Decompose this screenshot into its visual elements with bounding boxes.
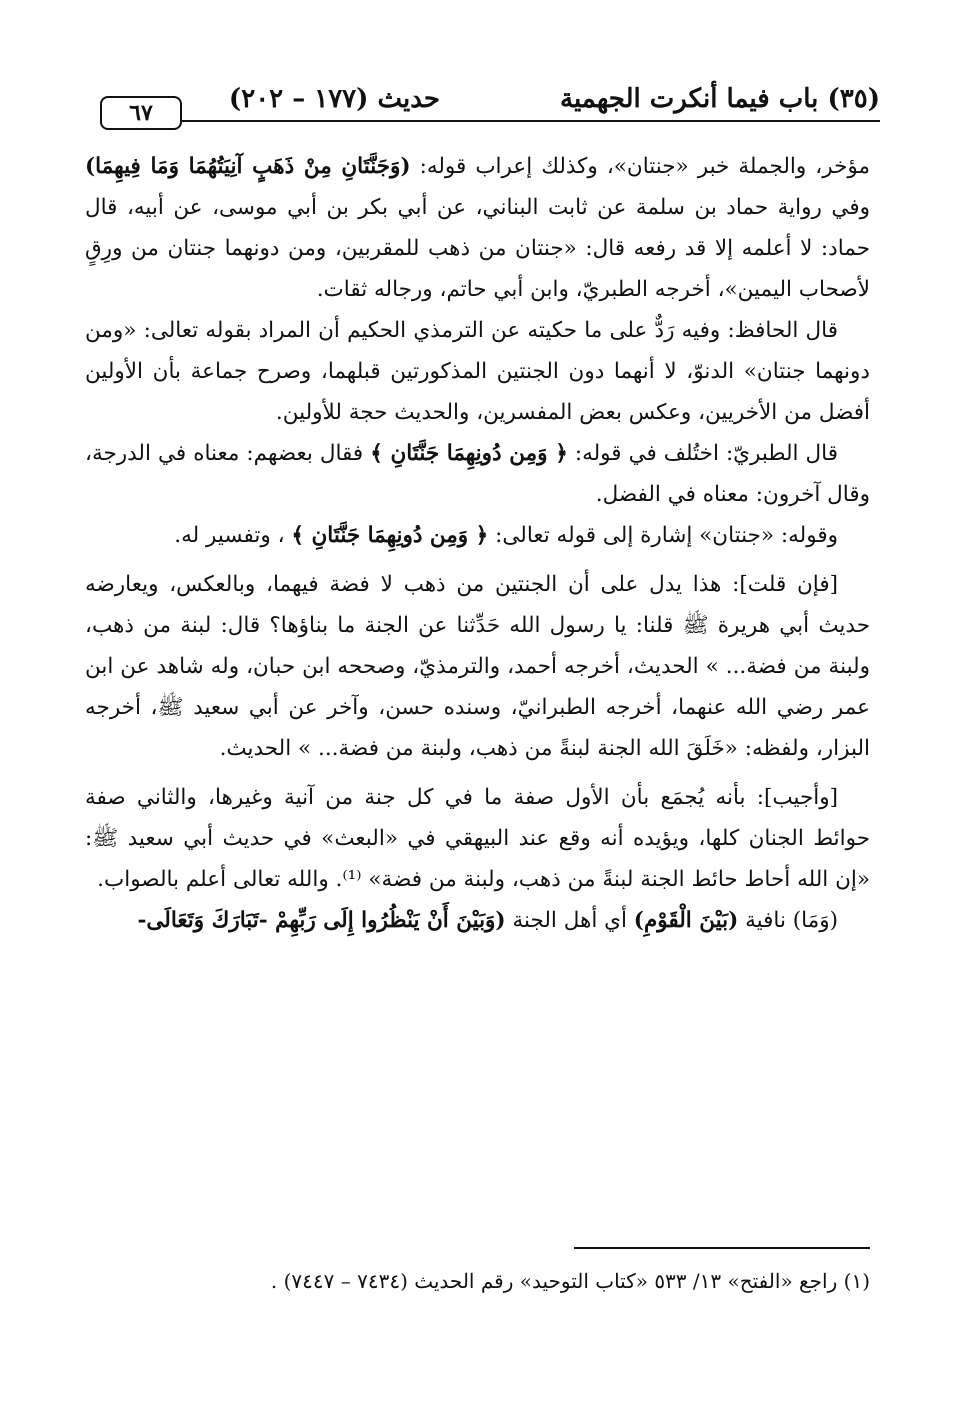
section-title: (٣٥) باب فيما أنكرت الجهمية <box>560 84 880 114</box>
paragraph <box>85 146 870 310</box>
quran-quote: (وَبَيْنَ أَنْ يَنْظُرُوا إِلَى رَبِّهِمْ -تَبَارَكَ وَتَعَالَى- <box>137 908 506 933</box>
quran-quote: (بَيْنَ الْقَوْمِ) <box>633 908 739 933</box>
quran-quote: (وَجَنَّتَانِ مِنْ ذَهَبٍ آنِيَتُهُمَا وَمَا فِيهِمَا) <box>85 154 411 179</box>
paragraph <box>85 515 870 556</box>
text-segment: [فإن قلت]: هذا يدل على أن الجنتين من ذهب لا فضة فيهما، وبالعكس، ويعارضه حديث أبي هريرة ﷺ قلنا: يا رسول الله حَدِّثنا عن الجنة ما بناؤها؟ قال: لبنة من ذهب، ولبنة من فضة... » الحديث، أخرجه أحمد، والترمذيّ، وصححه ابن حبان، وله شاهد عن ابن عمر رضي الله عنهما، أخرجه الطبرانيّ، وسنده حسن، وآخر عن أبي سعيد ﷺ، أخرجه البزار، ولفظه: «خَلَقَ الله الجنة لبنةً من ذهب، ولبنة من فضة... » الحديث. <box>85 572 870 761</box>
text-segment: ، وتفسير له. <box>174 523 292 548</box>
page-number: ٦٧ <box>100 96 182 130</box>
page-header <box>100 80 880 124</box>
text-segment: فقال بعضهم: معناه في الدرجة، وقال آخرون: معناه في الفضل. <box>85 441 870 507</box>
footnote-divider <box>574 1247 870 1249</box>
text-segment: قال الحافظ: وفيه رَدٌّ على ما حكيته عن الترمذي الحكيم أن المراد بقوله تعالى: «ومن دونهما جنتان» الدنوّ، لا أنهما دون الجنتين المذكورتين قبلهما، وصرح جماعة بأن الأولين أفضل من الأخريين، وعكس بعض المفسرين، والحديث حجة للأولين. <box>85 318 870 425</box>
paragraph <box>85 310 870 433</box>
footnote: (١) راجع «الفتح» ١٣/ ٥٣٣ «كتاب التوحيد» رقم الحديث (٧٤٣٤ – ٧٤٤٧) . <box>270 1269 870 1293</box>
paragraph <box>85 777 870 900</box>
text-segment: (وَمَا) نافية <box>738 908 838 933</box>
text-segment: مؤخر، والجملة خبر «جنتان»، وكذلك إعراب قوله: <box>410 154 870 179</box>
text-segment: [وأجيب]: بأنه يُجمَع بأن الأول صفة ما في كل جنة من آنية وغيرها، والثاني صفة حوائط الجنان كلها، ويؤيده أنه وقع عند البيهقي في «البعث» في حديث أبي سعيد ﷺ: «إن الله أحاط حائط الجنة لبنةً من ذهب، ولبنة من فضة» ⁽¹⁾. والله تعالى أعلم بالصواب. <box>85 785 870 892</box>
text-segment: وفي رواية حماد بن سلمة عن ثابت البناني، عن أبي بكر بن أبي موسى، عن أبيه، قال حماد: لا أعلمه إلا قد رفعه قال: «جنتان من ذهب للمقربين، ومن دونهما جنتان من ورِقٍ لأصحاب اليمين»، أخرجه الطبريّ، وابن أبي حاتم، ورجاله ثقات. <box>85 195 870 302</box>
header-rule <box>180 120 880 122</box>
paragraph <box>85 433 870 515</box>
main-text <box>85 146 870 941</box>
quran-quote: ﴿ وَمِن دُونِهِمَا جَنَّتَانِ ﴾ <box>370 441 568 466</box>
paragraph <box>85 564 870 769</box>
text-segment: أي أهل الجنة <box>505 908 634 933</box>
paragraph <box>85 900 870 941</box>
text-segment: وقوله: «جنتان» إشارة إلى قوله تعالى: <box>488 523 838 548</box>
hadith-range: حديث (١٧٧ – ٢٠٢) <box>228 84 440 114</box>
text-segment: قال الطبريّ: اختُلف في قوله: <box>567 441 838 466</box>
quran-quote: ﴿ وَمِن دُونِهِمَا جَنَّتَانِ ﴾ <box>291 523 489 548</box>
